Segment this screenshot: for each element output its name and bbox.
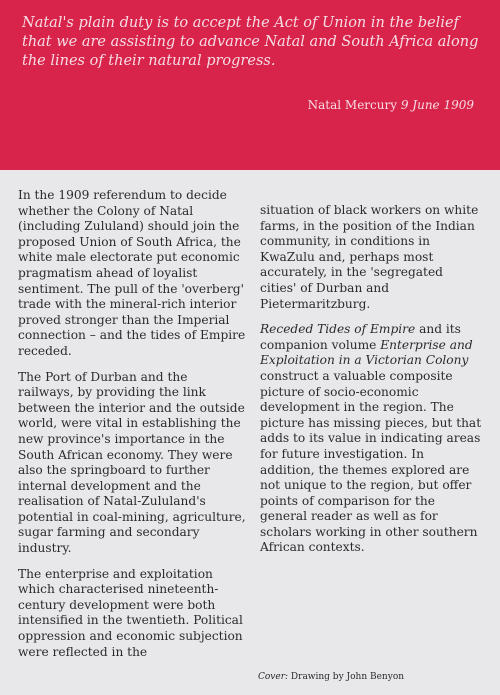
- blurb-paragraph-4: situation of black workers on white farms, in the position of the Indian community, in conditions in KwaZulu and, perhaps most accurately, in the 'segregated cities' of Durban and Pietermaritzburg.: [260, 203, 479, 311]
- paragraph-text: construct a valuable composite picture of socio-economic development in the region. The picture has missing pieces, but that adds to its value in indicating areas for future investigation. In addition, the themes explored are not unique to the region, but offer points of comparison for the general reader as well as for scholars working in other southern African contexts.: [260, 368, 482, 555]
- quote-attribution: [308, 98, 474, 112]
- epigraph-quote: Natal's plain duty is to accept the Act of Union in the belief that we are assisting to advance Natal and South Africa along the lines of their natural progress.: [22, 15, 479, 69]
- left-column: [18, 188, 246, 670]
- blurb-paragraph-3: The enterprise and exploitation which characterised nineteenth-century development were both intensified in the twentieth. Political oppression and economic subjection were reflected in the: [18, 566, 243, 659]
- blurb-paragraph-5: [260, 322, 482, 556]
- book-title-receded-tides: Receded Tides of Empire: [260, 322, 416, 337]
- quote-band: [0, 0, 500, 170]
- credit-label: Cover:: [258, 672, 289, 682]
- right-column: [260, 203, 482, 566]
- book-title-enterprise: Enterprise and Exploitation in a Victorian Colony: [260, 337, 473, 368]
- credit-text: Drawing by John Benyon: [288, 672, 405, 682]
- blurb-paragraph-2: The Port of Durban and the railways, by providing the link between the interior and the outside world, were vital in establishing the new province's importance in the South African economy. They were also the springboard to further internal development and the realisation of Natal-Zululand's potential in coal-mining, agriculture, sugar farming and secondary industry.: [18, 369, 246, 556]
- quote-source: Natal Mercury: [307, 98, 397, 112]
- cover-credit: [258, 672, 404, 682]
- paragraph-text: and its companion volume: [260, 322, 461, 352]
- blurb-paragraph-1: In the 1909 referendum to decide whether the Colony of Natal (including Zululand) should join the proposed Union of South Africa, the white male electorate put economic pragmatism ahead of loyalist sentiment. The pull of the 'overberg' trade with the mineral-rich interior proved stronger than the Imperial connection – and the tides of Empire receded.: [18, 188, 246, 358]
- quote-date: 9 June 1909: [400, 98, 474, 112]
